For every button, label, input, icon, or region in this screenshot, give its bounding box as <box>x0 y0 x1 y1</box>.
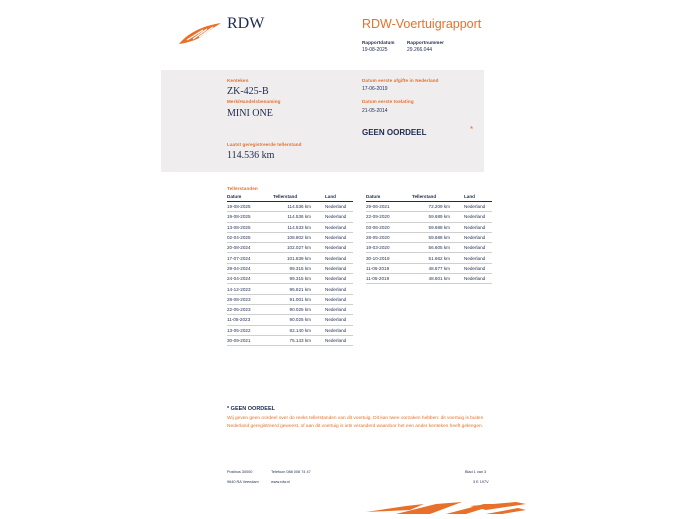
col-date: Datum <box>366 193 412 202</box>
reading-land: Nederland <box>464 263 492 273</box>
reading-km: 102.027 km <box>273 243 325 253</box>
make-value: MINI ONE <box>227 108 273 119</box>
note-text: Wij geven geen oordeel over de reeks tellerstanden van dit voertuig. Dit kan twee oorzaken hebben: dit voertuig is buiten Nederland geregistreerd geweest, of aan dit voertuig is iets veranderd waardoor het een ander kenteken heeft gekregen. <box>227 416 484 429</box>
reading-date: 11-06-2019 <box>366 263 412 273</box>
reading-date: 19-08-2025 <box>227 202 273 212</box>
reading-km: 90.025 km <box>273 315 325 325</box>
reading-land: Nederland <box>464 222 492 232</box>
reading-land: Nederland <box>325 232 353 242</box>
table-header-row <box>227 193 353 202</box>
report-number-label: Rapportnummer <box>407 40 445 45</box>
last-odometer-value: 114.536 km <box>227 150 275 161</box>
reading-km: 101.839 km <box>273 253 325 263</box>
readings-table-right <box>366 193 492 284</box>
first-nl-value: 17-06-2019 <box>362 86 388 92</box>
first-admission-label: Datum eerste toelating <box>362 99 414 104</box>
reading-km: 114.533 km <box>273 222 325 232</box>
reading-land: Nederland <box>325 325 353 335</box>
reading-km: 82.140 km <box>273 325 325 335</box>
reading-km: 114.536 km <box>273 212 325 222</box>
footer-phone: Telefoon 088 008 74 47 <box>271 470 311 474</box>
readings-table-left <box>227 193 353 346</box>
reading-date: 19-08-2025 <box>227 212 273 222</box>
reading-date: 20-08-2024 <box>227 243 273 253</box>
reading-km: 59.689 km <box>412 212 464 222</box>
table-row <box>227 335 353 345</box>
table-row <box>227 202 353 212</box>
reading-km: 51.662 km <box>412 253 464 263</box>
reading-date: 11-05-2019 <box>366 274 412 284</box>
reading-land: Nederland <box>325 212 353 222</box>
reading-date: 13-08-2025 <box>227 222 273 232</box>
logo-text: RDW <box>227 15 265 32</box>
table-row <box>366 274 492 284</box>
col-land: Land <box>325 193 353 202</box>
note-title: * GEEN OORDEEL <box>227 406 275 412</box>
table-row <box>366 243 492 253</box>
table-row <box>227 212 353 222</box>
table-row <box>227 304 353 314</box>
verdict: GEEN OORDEEL <box>362 128 427 137</box>
reading-date: 19-03-2020 <box>366 243 412 253</box>
table-row <box>227 243 353 253</box>
reading-land: Nederland <box>325 202 353 212</box>
reading-date: 28-08-2023 <box>227 294 273 304</box>
footer-code: 3 E 197V <box>473 480 489 484</box>
reading-date: 02-04-2025 <box>227 232 273 242</box>
table-header-row <box>366 193 492 202</box>
table-row <box>366 222 492 232</box>
rdw-logo <box>177 20 223 46</box>
reading-km: 99.315 km <box>273 274 325 284</box>
footer-address-2: 9640 RA Veendam <box>227 480 259 484</box>
reading-km: 95.621 km <box>273 284 325 294</box>
report-date: 19-08-2025 <box>362 47 388 53</box>
reading-date: 22-05-2023 <box>227 304 273 314</box>
reading-km: 91.001 km <box>273 294 325 304</box>
reading-km: 114.536 km <box>273 202 325 212</box>
table-row <box>366 212 492 222</box>
reading-date: 14-12-2023 <box>227 284 273 294</box>
rdw-feather-icon <box>177 20 223 46</box>
reading-land: Nederland <box>325 263 353 273</box>
reading-date: 29-06-2021 <box>366 202 412 212</box>
reading-land: Nederland <box>464 243 492 253</box>
reading-km: 75.143 km <box>273 335 325 345</box>
readings-title: Tellerstanden <box>227 186 258 191</box>
reading-km: 48.601 km <box>412 274 464 284</box>
table-row <box>227 284 353 294</box>
reading-land: Nederland <box>325 253 353 263</box>
reading-date: 24-04-2024 <box>227 274 273 284</box>
col-land: Land <box>464 193 492 202</box>
table-row <box>227 274 353 284</box>
reading-land: Nederland <box>325 284 353 294</box>
decorative-stripes <box>366 498 526 514</box>
reading-date: 30-09-2021 <box>227 335 273 345</box>
footer-address-1: Postbus 30000 <box>227 470 253 474</box>
reading-date: 28-05-2020 <box>366 232 412 242</box>
reading-land: Nederland <box>464 212 492 222</box>
first-nl-label: Datum eerste afgifte in Nederland <box>362 78 439 83</box>
reading-land: Nederland <box>464 202 492 212</box>
reading-date: 13-05-2022 <box>227 325 273 335</box>
reading-km: 108.802 km <box>273 232 325 242</box>
table-row <box>366 232 492 242</box>
reading-land: Nederland <box>464 253 492 263</box>
first-admission-value: 21-05-2014 <box>362 108 388 114</box>
reading-land: Nederland <box>325 294 353 304</box>
reading-land: Nederland <box>325 243 353 253</box>
reading-date: 22-09-2020 <box>366 212 412 222</box>
table-row <box>227 263 353 273</box>
reading-date: 11-05-2023 <box>227 315 273 325</box>
reading-land: Nederland <box>464 232 492 242</box>
table-row <box>366 253 492 263</box>
table-row <box>227 325 353 335</box>
reading-date: 29-04-2024 <box>227 263 273 273</box>
table-row <box>366 263 492 273</box>
verdict-asterisk: * <box>470 125 474 134</box>
footer-page: Blad 1 van 3 <box>465 470 487 474</box>
reading-km: 48.677 km <box>412 263 464 273</box>
reading-km: 59.688 km <box>412 232 464 242</box>
table-row <box>227 253 353 263</box>
last-odometer-label: Laatst geregistreerde tellerstand <box>227 142 302 147</box>
vehicle-panel <box>161 70 484 172</box>
table-row <box>227 222 353 232</box>
report-title: RDW-Voertuigrapport <box>362 17 482 31</box>
reading-km: 99.315 km <box>273 263 325 273</box>
reading-land: Nederland <box>325 315 353 325</box>
reading-land: Nederland <box>325 304 353 314</box>
reading-km: 59.688 km <box>412 222 464 232</box>
reading-date: 17-07-2024 <box>227 253 273 263</box>
reading-land: Nederland <box>325 274 353 284</box>
reading-land: Nederland <box>325 335 353 345</box>
col-km: Tellerstand <box>273 193 325 202</box>
col-km: Tellerstand <box>412 193 464 202</box>
table-row <box>366 202 492 212</box>
reading-km: 56.605 km <box>412 243 464 253</box>
report-date-label: Rapportdatum <box>362 40 395 45</box>
reading-km: 90.025 km <box>273 304 325 314</box>
plate-value: ZK-425-B <box>227 86 269 97</box>
reading-land: Nederland <box>464 274 492 284</box>
table-row <box>227 315 353 325</box>
reading-land: Nederland <box>325 222 353 232</box>
table-row <box>227 232 353 242</box>
table-row <box>227 294 353 304</box>
report-number: 29.266.044 <box>407 47 433 53</box>
make-label: Merk/Handelsbenaming <box>227 99 281 104</box>
col-date: Datum <box>227 193 273 202</box>
footer-web: www.rdw.nl <box>271 480 290 484</box>
reading-date: 03-06-2020 <box>366 222 412 232</box>
reading-km: 72.209 km <box>412 202 464 212</box>
plate-label: Kenteken <box>227 78 249 83</box>
reading-date: 30-10-2019 <box>366 253 412 263</box>
